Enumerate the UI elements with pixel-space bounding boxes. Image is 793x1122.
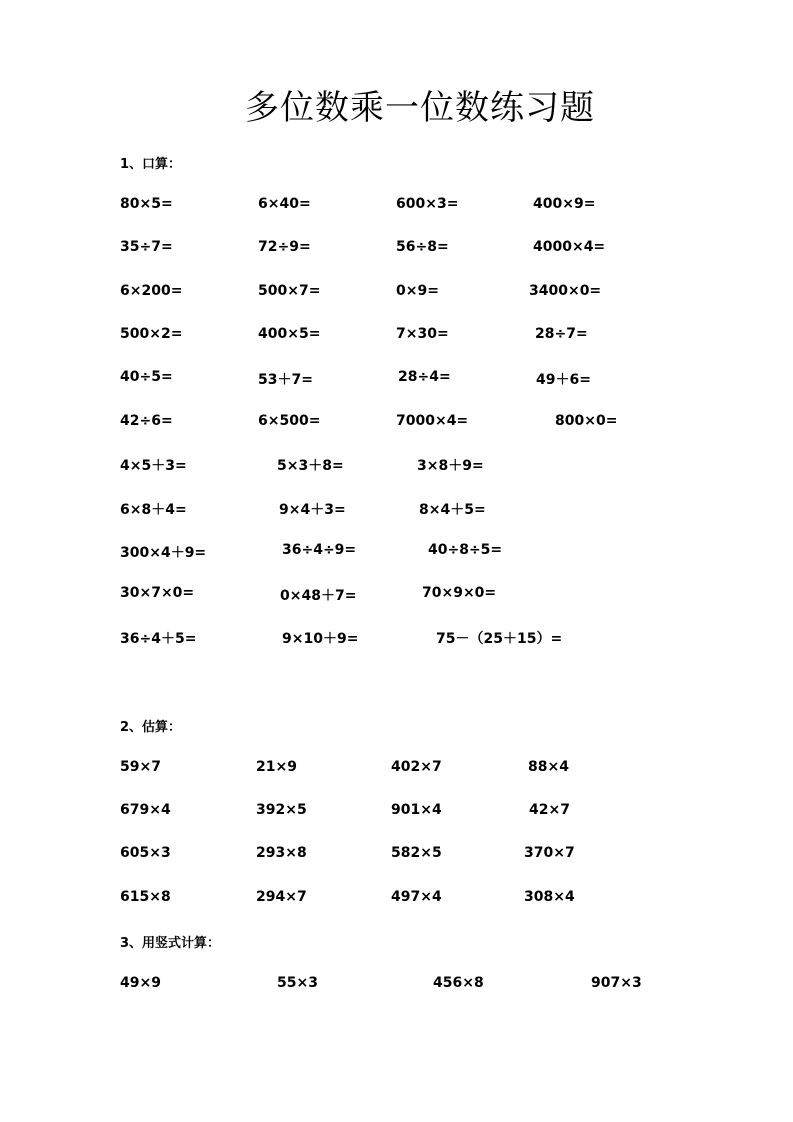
- problem: 56÷8=: [396, 239, 449, 255]
- problem: 294×7: [256, 889, 307, 905]
- problem: 500×7=: [258, 283, 321, 299]
- problem: 80×5=: [120, 196, 173, 212]
- problem: 49×9: [120, 975, 161, 991]
- problem: 6×40=: [258, 196, 311, 212]
- problem: 49＋6=: [536, 372, 591, 388]
- problem: 293×8: [256, 845, 307, 861]
- problem: 36÷4÷9=: [282, 542, 357, 558]
- problem: 500×2=: [120, 326, 183, 342]
- problem-row: [0, 628, 793, 648]
- problem: 88×4: [528, 759, 569, 775]
- problem: 40÷8÷5=: [428, 542, 503, 558]
- problem: 8×4＋5=: [419, 502, 486, 518]
- problem: 800×0=: [555, 413, 618, 429]
- problem: 3400×0=: [529, 283, 602, 299]
- problem: 72÷9=: [258, 239, 311, 255]
- problem: 0×9=: [396, 283, 439, 299]
- problem: 402×7: [391, 759, 442, 775]
- section-heading-vertical: 3、用竖式计算：: [120, 936, 221, 951]
- problem-row: [0, 542, 793, 562]
- problem: 40÷5=: [120, 369, 173, 385]
- problem-row: [0, 196, 793, 216]
- problem: 53＋7=: [258, 372, 313, 388]
- problem: 392×5: [256, 802, 307, 818]
- problem-row: [0, 845, 793, 865]
- problem: 42×7: [529, 802, 570, 818]
- problem: 7×30=: [396, 326, 449, 342]
- problem: 42÷6=: [120, 413, 173, 429]
- problem: 59×7: [120, 759, 161, 775]
- page-title: 多位数乘一位数练习题: [245, 88, 595, 128]
- problem: 600×3=: [396, 196, 459, 212]
- problem: 6×200=: [120, 283, 183, 299]
- problem: 5×3＋8=: [277, 458, 344, 474]
- problem: 308×4: [524, 889, 575, 905]
- section-heading-oral: 1、口算：: [120, 157, 182, 172]
- problem: 9×10＋9=: [282, 631, 359, 647]
- problem: 497×4: [391, 889, 442, 905]
- section-heading-estimate: 2、估算：: [120, 720, 182, 735]
- problem: 370×7: [524, 845, 575, 861]
- problem: 400×9=: [533, 196, 596, 212]
- problem: 400×5=: [258, 326, 321, 342]
- problem: 6×500=: [258, 413, 321, 429]
- problem: 4×5＋3=: [120, 458, 187, 474]
- problem-row: [0, 975, 793, 995]
- problem: 582×5: [391, 845, 442, 861]
- problem-row: [0, 326, 793, 346]
- problem: 9×4＋3=: [279, 502, 346, 518]
- problem: 28÷7=: [535, 326, 588, 342]
- problem: 21×9: [256, 759, 297, 775]
- problem-row: [0, 455, 793, 475]
- problem: 70×9×0=: [422, 585, 497, 601]
- problem: 7000×4=: [396, 413, 469, 429]
- problem: 30×7×0=: [120, 585, 195, 601]
- problem-row: [0, 413, 793, 433]
- problem: 615×8: [120, 889, 171, 905]
- problem-row: [0, 499, 793, 519]
- problem-row: [0, 283, 793, 303]
- problem-row: [0, 802, 793, 822]
- problem-row: [0, 889, 793, 909]
- problem: 4000×4=: [533, 239, 606, 255]
- problem-row: [0, 759, 793, 779]
- problem: 679×4: [120, 802, 171, 818]
- problem: 35÷7=: [120, 239, 173, 255]
- problem-row: [0, 585, 793, 605]
- problem: 456×8: [433, 975, 484, 991]
- problem: 901×4: [391, 802, 442, 818]
- problem-row: [0, 369, 793, 389]
- problem-row: [0, 239, 793, 259]
- problem: 907×3: [591, 975, 642, 991]
- problem: 0×48＋7=: [280, 588, 357, 604]
- problem: 3×8＋9=: [417, 458, 484, 474]
- problem: 28÷4=: [398, 369, 451, 385]
- problem: 75－（25＋15）=: [436, 631, 563, 647]
- problem: 300×4＋9=: [120, 545, 207, 561]
- problem: 36÷4＋5=: [120, 631, 197, 647]
- problem: 605×3: [120, 845, 171, 861]
- problem: 55×3: [277, 975, 318, 991]
- problem: 6×8＋4=: [120, 502, 187, 518]
